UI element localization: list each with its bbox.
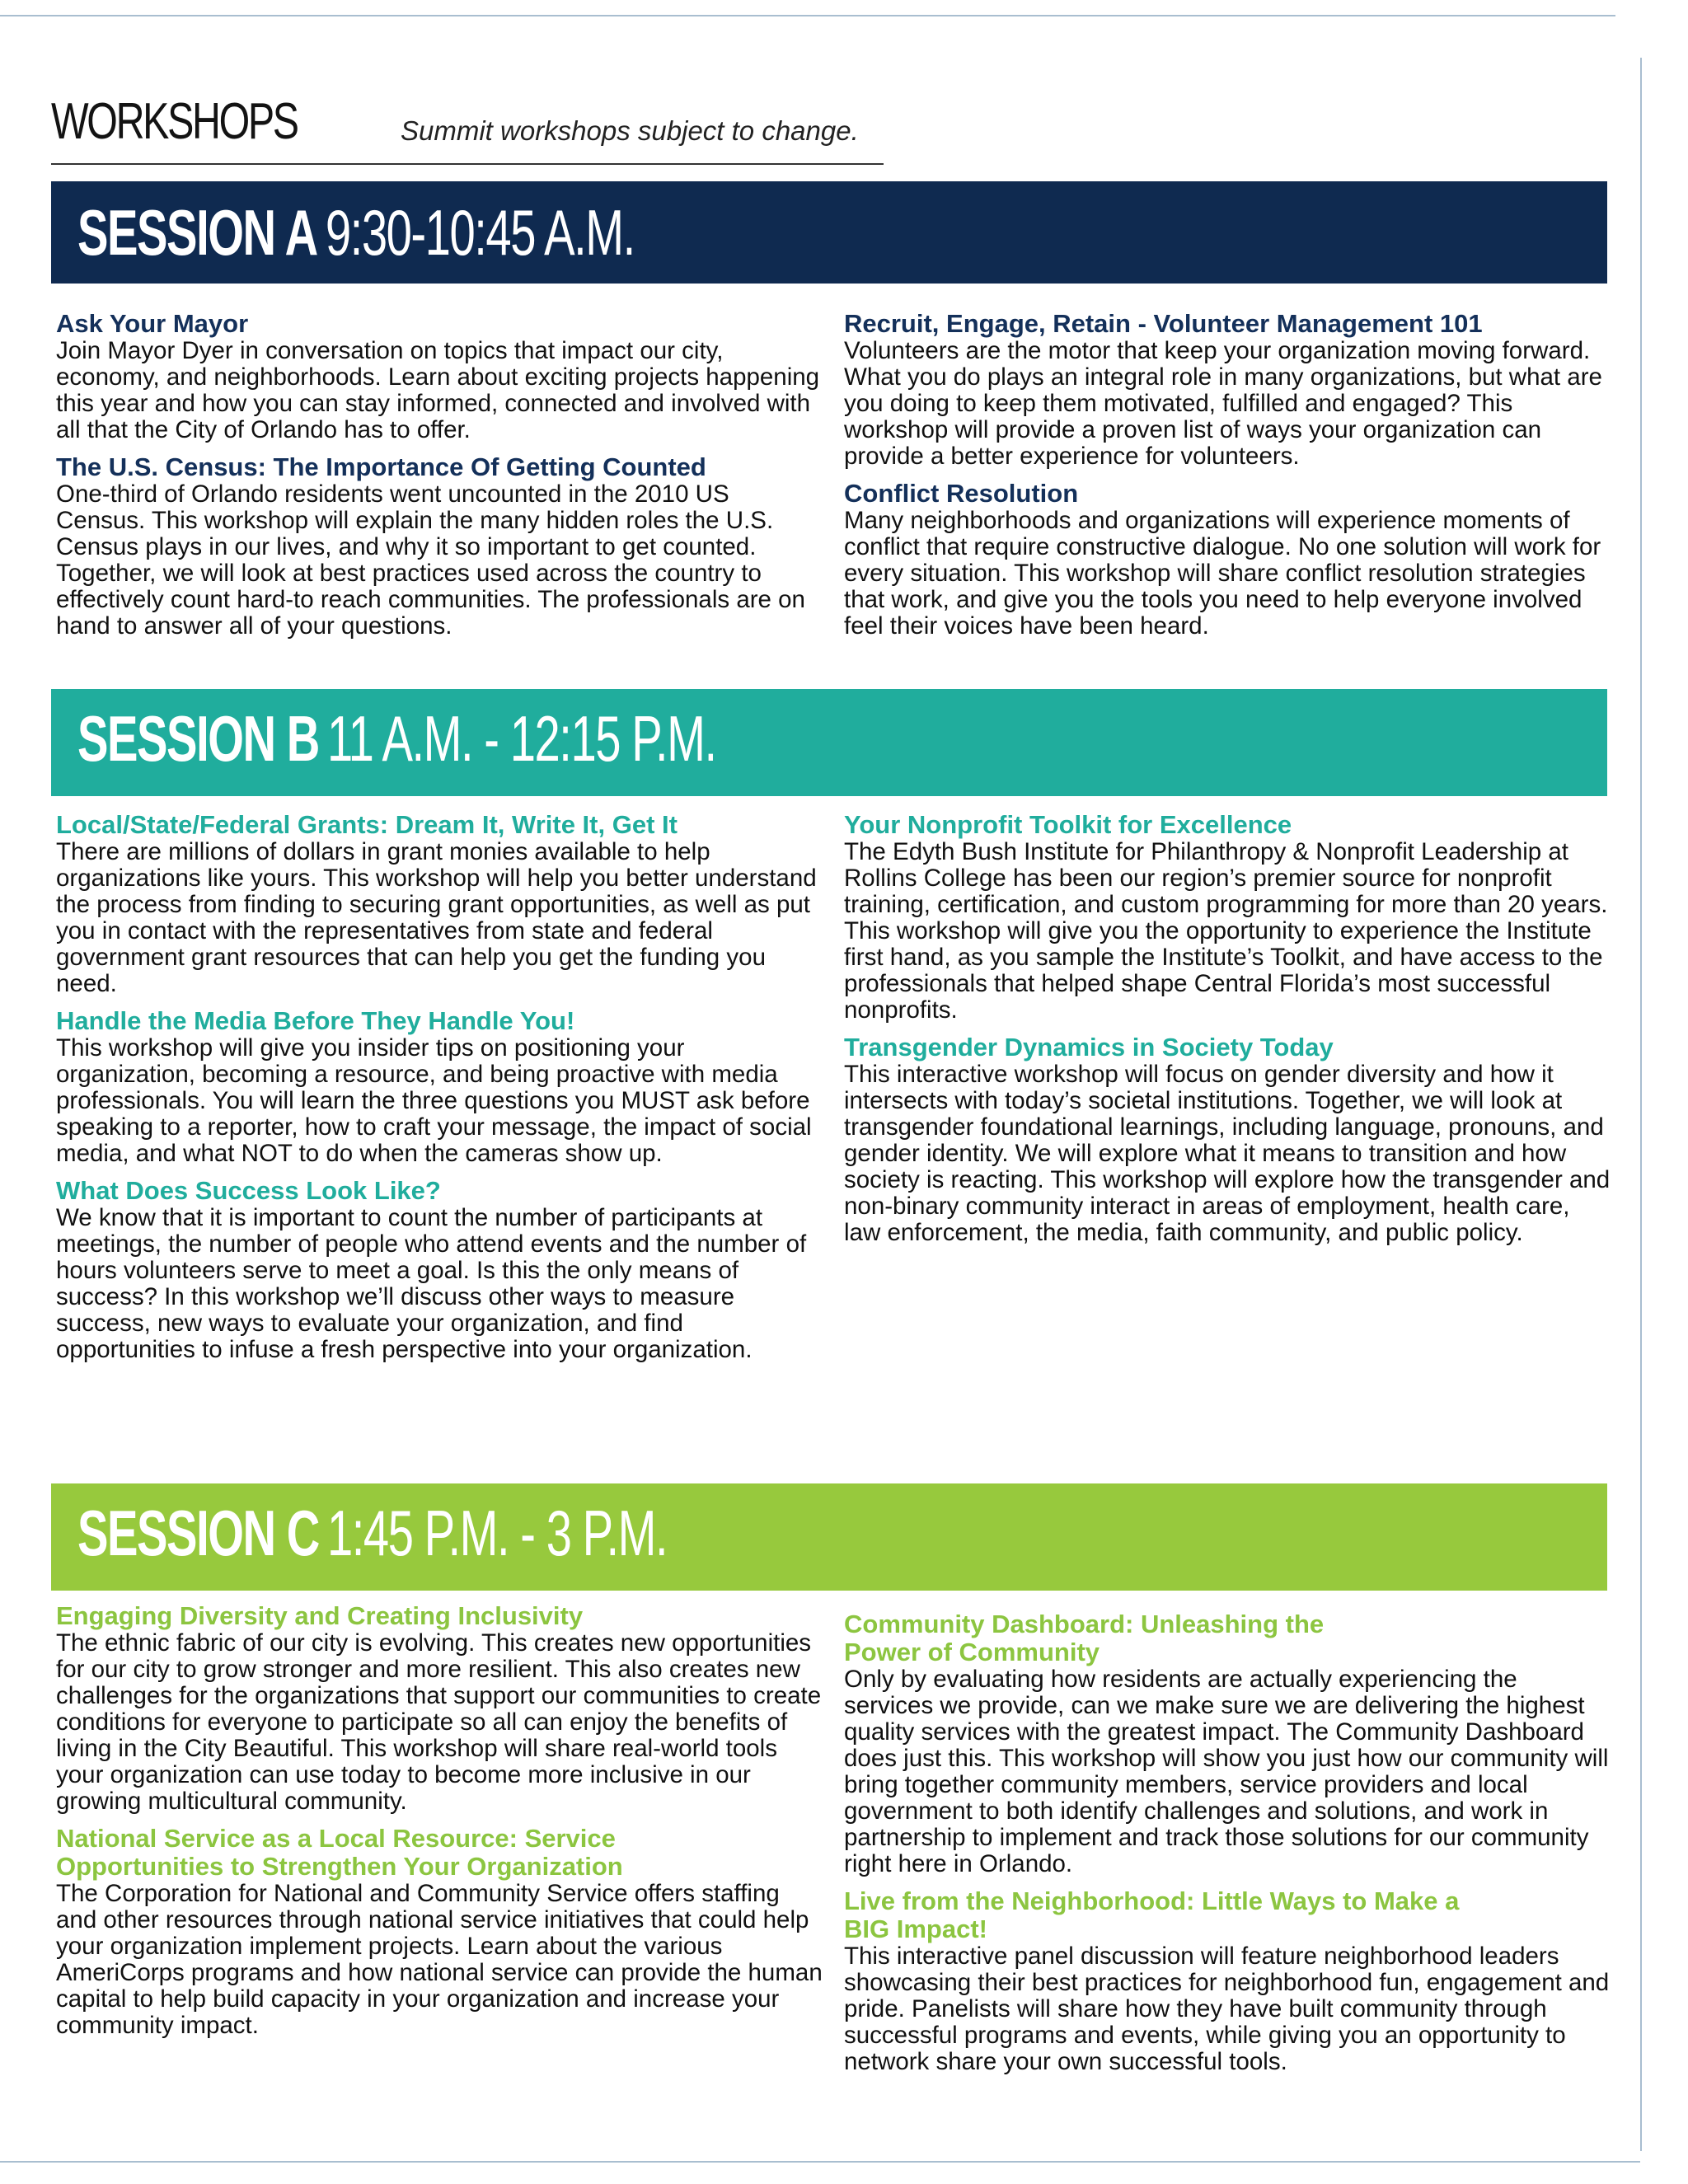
workshop-title: The U.S. Census: The Importance Of Getting Counted (56, 452, 706, 481)
session-a-name: SESSION A (77, 196, 317, 269)
workshop-title: Engaging Diversity and Creating Inclusivity (56, 1601, 584, 1630)
session-a-banner (51, 181, 1607, 284)
workshop-item (844, 1887, 1611, 2075)
workshop-title: Transgender Dynamics in Society Today (844, 1033, 1334, 1062)
session-b-banner (51, 689, 1607, 796)
workshop-item (56, 1007, 823, 1167)
session-a-time: 9:30-10:45 A.M. (325, 196, 635, 269)
workshop-item (56, 1825, 823, 2039)
workshop-item (844, 1033, 1611, 1246)
workshop-description: Volunteers are the motor that keep your organization moving forward. What you do plays an integral role in many organizations, but what are you doing to keep them motivated, fulfilled and engaged? This workshop will provide a proven list of ways your organization can provide a better experience for volunteers. (844, 337, 1602, 470)
workshop-item (844, 310, 1611, 470)
workshop-title: Recruit, Engage, Retain - Volunteer Management 101 (844, 309, 1483, 338)
session-c-banner (51, 1483, 1607, 1591)
frame-bottom-line (0, 2161, 1640, 2163)
workshop-title: National Service as a Local Resource: Service Opportunities to Strengthen Your Organization (56, 1824, 623, 1881)
workshop-title: Local/State/Federal Grants: Dream It, Write It, Get It (56, 810, 678, 839)
workshop-item (56, 453, 823, 640)
session-c-left-column (56, 1602, 823, 2049)
workshop-item (844, 811, 1611, 1024)
session-a-right-column (844, 310, 1611, 649)
workshop-description: There are millions of dollars in grant monies available to help organizations like yours. This workshop will help you better understand the process from finding to securing grant opportunities, as well as put you in contact with the representatives from state and federal government grant resources that can help you get the funding you need. (56, 838, 817, 997)
workshop-item (56, 1602, 823, 1815)
workshop-description: This interactive workshop will focus on gender diversity and how it intersects with today’s societal institutions. Together, we will look at transgender foundational learnings, including language, pronouns, and gender identity. We will explore what it means to transition and how society is reacting. This workshop will explore how the transgender and non-binary community interact in areas of employment, health care, law enforcement, the media, faith community, and public policy. (844, 1061, 1611, 1246)
workshop-description: This workshop will give you insider tips on positioning your organization, becoming a resource, and being proactive with media professionals. You will learn the three questions you MUST ask before speaking to a reporter, how to craft your message, the impact of social media, and what NOT to do when the cameras show up. (56, 1034, 812, 1167)
workshop-item (56, 1177, 823, 1363)
session-b-left-column (56, 811, 823, 1373)
header-note: Summit workshops subject to change. (401, 115, 859, 146)
workshop-description: We know that it is important to count the number of participants at meetings, the number of people who attend events and the number of hours volunteers serve to meet a goal. Is this the only means of success? In this workshop we’ll discuss other ways to measure success, new ways to evaluate your organization, and find opportunities to infuse a fresh perspective into your organization. (56, 1204, 807, 1363)
workshop-item (844, 1610, 1611, 1877)
session-a-left-column (56, 310, 823, 649)
workshop-item (56, 811, 823, 997)
session-c-right-column (844, 1610, 1611, 2085)
workshop-title: Handle the Media Before They Handle You! (56, 1006, 575, 1035)
workshop-description: The Corporation for National and Community Service offers staffing and other resources through national service initiatives that could help your organization implement projects. Learn about the various AmeriCorps programs and how national service can provide the human capital to help build capacity in your organization and increase your community impact. (56, 1880, 823, 2039)
workshop-title: Ask Your Mayor (56, 309, 249, 338)
workshop-description: Join Mayor Dyer in conversation on topics that impact our city, economy, and neighborhoods. Learn about exciting projects happening this year and how you can stay informed, connected and involved with all that the City of Orlando has to offer. (56, 337, 820, 443)
workshop-item (844, 480, 1611, 640)
workshop-description: This interactive panel discussion will feature neighborhood leaders showcasing their best practices for neighborhood fun, engagement and pride. Panelists will share how they have built community through successful programs and events, while giving you an opportunity to network share your own successful tools. (844, 1943, 1610, 2075)
workshop-title: What Does Success Look Like? (56, 1176, 441, 1205)
workshop-title: Live from the Neighborhood: Little Ways to Make a BIG Impact! (844, 1886, 1460, 1943)
header-divider (51, 163, 884, 165)
workshop-title: Conflict Resolution (844, 479, 1079, 508)
workshop-title: Community Dashboard: Unleashing the Power of Community (844, 1610, 1325, 1666)
workshop-description: The Edyth Bush Institute for Philanthropy & Nonprofit Leadership at Rollins College has been our region’s premier source for nonprofit training, certification, and custom programming for more than 20 years. This workshop will give you the opportunity to experience the Institute first hand, as you sample the Institute’s Toolkit, and have access to the professionals that helped shape Central Florida’s most successful nonprofits. (844, 838, 1608, 1024)
frame-right-line (1640, 58, 1642, 2151)
session-b-time: 11 A.M. - 12:15 P.M. (326, 702, 716, 775)
session-b-name: SESSION B (77, 702, 319, 775)
workshop-description: The ethnic fabric of our city is evolving. This creates new opportunities for our city to grow stronger and more resilient. This also creates new challenges for the organizations that support our communities to create conditions for everyone to participate so all can enjoy the benefits of living in the City Beautiful. This workshop will share real-world tools your organization can use today to become more inclusive in our growing multicultural community. (56, 1629, 822, 1815)
workshop-description: Many neighborhoods and organizations will experience moments of conflict that require constructive dialogue. No one solution will work for every situation. This workshop will share conflict resolution strategies that work, and give you the tools you need to help everyone involved feel their voices have been heard. (844, 507, 1601, 640)
workshop-description: One-third of Orlando residents went uncounted in the 2010 US Census. This workshop will explain the many hidden roles the U.S. Census plays in our lives, and why it so important to get counted. Together, we will look at best practices used across the country to effectively count hard-to reach communities. The professionals are on hand to answer all of your questions. (56, 480, 805, 640)
frame-top-line (0, 15, 1615, 16)
session-b-right-column (844, 811, 1611, 1256)
session-c-name: SESSION C (77, 1497, 319, 1569)
page-title: WORKSHOPS (51, 93, 298, 150)
workshop-title: Your Nonprofit Toolkit for Excellence (844, 810, 1292, 839)
workshop-item (56, 310, 823, 443)
session-c-time: 1:45 P.M. - 3 P.M. (326, 1497, 668, 1569)
workshop-description: Only by evaluating how residents are actually experiencing the services we provide, can we make sure we are delivering the highest quality services with the greatest impact. The Community Dashboard does just this. This workshop will show you just how our community will bring together community members, service providers and local government to both identify challenges and solutions, and work in partnership to implement and track those solutions for our community right here in Orlando. (844, 1666, 1609, 1877)
